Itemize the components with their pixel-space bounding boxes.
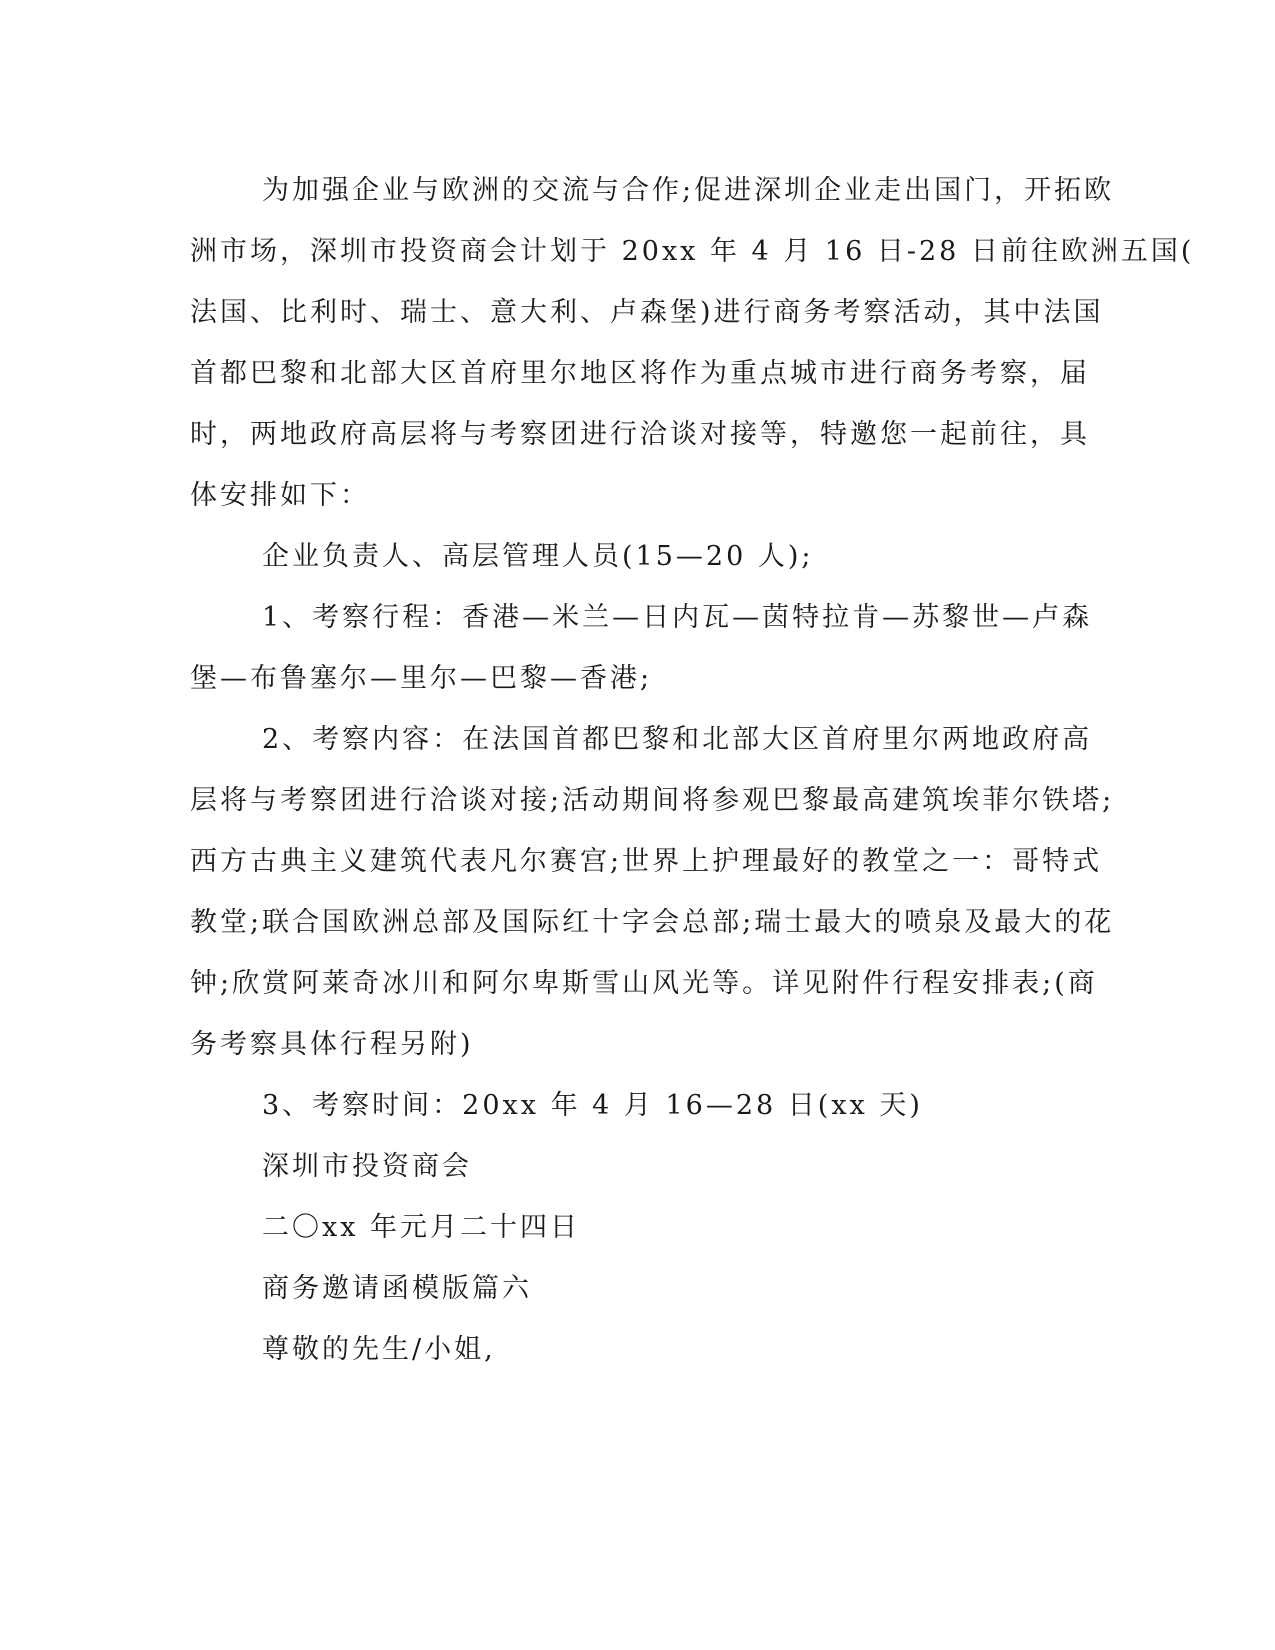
text-line: 2、考察内容：在法国首都巴黎和北部大区首府里尔两地政府高 xyxy=(262,724,1093,755)
paragraph-content xyxy=(190,709,1115,1075)
document-body xyxy=(190,160,1195,1380)
text-line: 层将与考察团进行洽谈对接;活动期间将参观巴黎最高建筑埃菲尔铁塔; xyxy=(190,785,1115,816)
text-line: 洲市场，深圳市投资商会计划于 20xx 年 4 月 16 日-28 日前往欧洲五国( xyxy=(190,236,1195,267)
text-line: 西方古典主义建筑代表凡尔赛宫;世界上护理最好的教堂之一：哥特式 xyxy=(190,846,1103,877)
signature-date xyxy=(190,1197,1090,1258)
text-line: 法国、比利时、瑞士、意大利、卢森堡)进行商务考察活动，其中法国 xyxy=(190,297,1104,328)
paragraph-intro xyxy=(190,160,1195,526)
text-line: 为加强企业与欧洲的交流与合作;促进深圳企业走出国门，开拓欧 xyxy=(262,175,1115,206)
text-line: 商务邀请函模版篇六 xyxy=(262,1273,532,1304)
text-line: 体安排如下： xyxy=(190,480,370,511)
paragraph-time xyxy=(190,1075,1090,1136)
paragraph-participants xyxy=(190,526,1090,587)
text-line: 二〇xx 年元月二十四日 xyxy=(262,1212,581,1243)
signature-organization xyxy=(190,1136,1090,1197)
text-line: 尊敬的先生/小姐, xyxy=(262,1334,496,1365)
text-line: 务考察具体行程另附) xyxy=(190,1029,474,1060)
text-line: 3、考察时间：20xx 年 4 月 16—28 日(xx 天) xyxy=(262,1090,923,1121)
text-line: 深圳市投资商会 xyxy=(262,1151,472,1182)
text-line: 钟;欣赏阿莱奇冰川和阿尔卑斯雪山风光等。详见附件行程安排表;(商 xyxy=(190,968,1098,999)
section-heading xyxy=(190,1258,1090,1319)
text-line: 首都巴黎和北部大区首府里尔地区将作为重点城市进行商务考察，届 xyxy=(190,358,1090,389)
text-line: 堡—布鲁塞尔—里尔—巴黎—香港; xyxy=(190,663,653,694)
salutation xyxy=(190,1319,1090,1380)
text-line: 1、考察行程：香港—米兰—日内瓦—茵特拉肯—苏黎世—卢森 xyxy=(262,602,1093,633)
text-line: 企业负责人、高层管理人员(15—20 人); xyxy=(262,541,814,572)
text-line: 时，两地政府高层将与考察团进行洽谈对接等，特邀您一起前往，具 xyxy=(190,419,1090,450)
text-line: 教堂;联合国欧洲总部及国际红十字会总部;瑞士最大的喷泉及最大的花 xyxy=(190,907,1115,938)
paragraph-itinerary xyxy=(190,587,1093,709)
